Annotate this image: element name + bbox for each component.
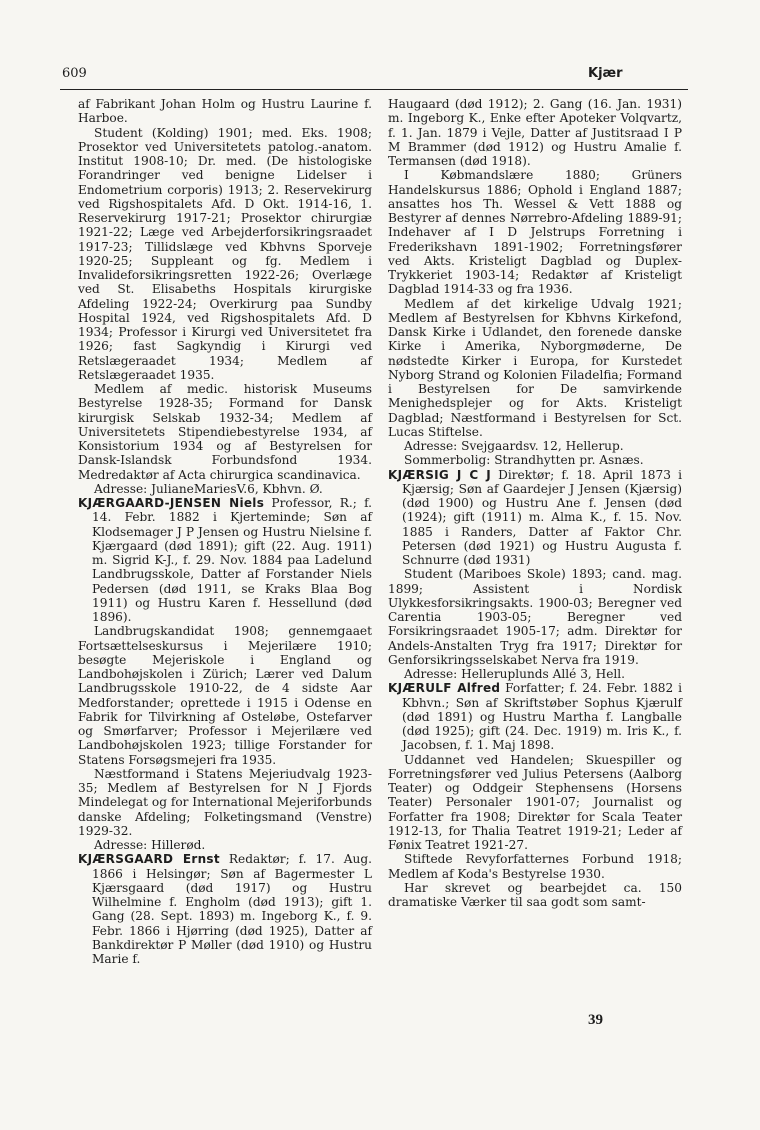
entry-paragraph: I Købmandslære 1880; Grüners Handelskursus 1886; Ophold i England 1887; ansattes hos Th. Wessel & Vett 1888 og Bestyrer af dennes Nørrebro-Afdeling 1889-91; Indehaver af I D Jelstrups Forretning i Frederikshavn 1891-1902; Forretningsfører ved Akts. Kristeligt Dagblad og Duplex-Trykkeriet 1903-14; Redaktør af Kristeligt Dagblad 1914-33 og fra 1936. bbox=[388, 168, 682, 297]
entry-name: KJÆRSIG J C J bbox=[388, 467, 491, 482]
entry-paragraph: Landbrugskandidat 1908; gennemgaaet Fortsættelseskursus i Mejerilære 1910; besøgte Mejeriskole i England og Landbohøjskolen i Zürich; Lærer ved Dalum Landbrugsskole 1910-22, de 4 sidste Aar Medforstander; oprettede i 1915 i Odense en Fabrik for Tilvirkning af Osteløbe, Ostefarver og Smørfarver; Professor i Mejerilære ved Landbohøjskolen 1923; tillige Forstander for Statens Forsøgsmejeri fra 1935. bbox=[78, 624, 372, 767]
running-head: Kjær bbox=[588, 66, 623, 81]
entry-text: Direktør; f. 18. April 1873 i Kjærsig; Søn af Gaardejer J Jensen (Kjærsig) (død 1900) og Hustru Ane f. Jensen (død (1924); gift (1911) m. Alma K., f. 15. Nov. 1885 i Randers, Datter af Faktor Chr. Petersen (død 1921) og Hustru Augusta f. Schnurre (død 1931) bbox=[402, 467, 682, 567]
address-line: Sommerbolig: Strandhytten pr. Asnæs. bbox=[404, 453, 644, 468]
entry-paragraph: Student (Kolding) 1901; med. Eks. 1908; Prosektor ved Universitetets patolog.-anatom. Institut 1908-10; Dr. med. (De histologiske Forandringer ved benigne Lidelser i Endometrium corporis) 1913; 2. Reservekirurg ved Rigshospitalets Afd. D Okt. 1914-16, 1. Reservekirurg 1917-21; Prosektor chirurgiæ 1921-22; Læge ved Arbejderforsikringsraadet 1917-23; Tillidslæge ved Kbhvns Sporveje 1920-25; Suppleant og fg. Medlem i Invalideforsikringsretten 1922-26; Overlæge ved St. Elisabeths Hospitals kirurgiske Afdeling 1922-24; Overkirurg paa Sundby Hospital 1924, ved Rigshospitalets Afd. D 1934; Professor i Kirurgi ved Universitetet fra 1926; fast Sagkyndig i Kirurgi ved Retslægeraadet 1934; Medlem af Retslægeraadet 1935. bbox=[78, 125, 372, 382]
entry-text: Forfatter; f. 24. Febr. 1882 i Kbhvn.; Søn af Skriftstøber Sophus Kjærulf (død 1891) og Hustru Martha f. Langballe (død 1925); gift (24. Dec. 1919) m. Iris K., f. Jacobsen, f. 1. Maj 1898. bbox=[402, 681, 682, 753]
page-folio: 39 bbox=[588, 1012, 603, 1028]
biography-entry bbox=[78, 496, 372, 624]
address-line: Adresse: JulianeMariesV.6, Kbhvn. Ø. bbox=[94, 481, 323, 496]
entry-paragraph: Student (Mariboes Skole) 1893; cand. mag. 1899; Assistent i Nordisk Ulykkesforsikringsakts. 1900-03; Beregner ved Carentia 1903-05; Beregner ved Forsikringsraadet 1905-17; adm. Direktør for Andels-Anstalten Tryg fra 1917; Direktør for Genforsikringsselskabet Nerva fra 1919. bbox=[388, 567, 682, 667]
entry-name: KJÆRULF Alfred bbox=[388, 681, 501, 696]
biography-entry bbox=[78, 852, 372, 966]
entry-name: KJÆRGAARD-JENSEN Niels bbox=[78, 496, 265, 510]
address-line: Adresse: Svejgaardsv. 12, Hellerup. bbox=[404, 439, 624, 453]
entry-paragraph: af Fabrikant Johan Holm og Hustru Laurine f. Harboe. bbox=[78, 97, 372, 126]
entry-paragraph: Uddannet ved Handelen; Skuespiller og Forretningsfører ved Julius Petersens (Aalborg Teater) og Oddgeir Stephensens (Horsens Teater) Personaler 1901-07; Journalist og Forfatter fra 1908; Direktør for Scala Teater 1912-13, for Thalia Teatret 1919-21; Leder af Fønix Teatret 1921-27. bbox=[388, 752, 682, 852]
entry-name: KJÆRSGAARD Ernst bbox=[78, 852, 220, 867]
entry-paragraph: Haugaard (død 1912); 2. Gang (16. Jan. 1931) m. Ingeborg K., Enke efter Apoteker Volqvartz, f. 1. Jan. 1879 i Vejle, Datter af Justitsraad I P M Brammer (død 1912) og Hustru Amalie f. Termansen (død 1918). bbox=[388, 97, 682, 168]
entry-paragraph: Medlem af medic. historisk Museums Bestyrelse 1928-35; Formand for Dansk kirurgisk Selskab 1932-34; Medlem af Universitetets Stipendiebestyrelse 1934, af Konsistorium 1934 og af Bestyrelsen for Dansk-Islandsk Forbundsfond 1934. Medredaktør af Acta chirurgica scandinavica. bbox=[78, 382, 372, 482]
entry-paragraph: Medlem af det kirkelige Udvalg 1921; Medlem af Bestyrelsen for Kbhvns Kirkefond, Dansk Kirke i Udlandet, den forenede danske Kirke i Amerika, Nyborgmøderne, De nødstedte Kirker i Europa, for Kurstedet Nyborg Strand og Kolonien Filadelfia; Formand i Bestyrelsen for De samvirkende Menighedsplejer og for Akts. Kristeligt Dagblad; Næstformand i Bestyrelsen for Sct. Lucas Stiftelse. bbox=[388, 296, 682, 439]
biography-entry bbox=[388, 681, 682, 752]
entry-text: Redaktør; f. 17. Aug. 1866 i Helsingør; Søn af Bagermester L Kjærsgaard (død 1917) og Hustru Wilhelmine f. Engholm (død 1913); gift 1. Gang (28. Sept. 1893) m. Ingeborg K., f. 9. Febr. 1866 i Hjørring (død 1925), Datter af Bankdirektør P Møller (død 1910) og Hustru Marie f. bbox=[92, 852, 373, 966]
address-line: Adresse: Helleruplunds Allé 3, Hell. bbox=[404, 667, 626, 681]
entry-paragraph: Stiftede Revyforfatternes Forbund 1918; Medlem af Koda's Bestyrelse 1930. bbox=[388, 852, 682, 881]
entry-paragraph: Næstformand i Statens Mejeriudvalg 1923-35; Medlem af Bestyrelsen for N J Fjords Mindelegat og for International Mejeriforbunds danske Afdeling; Folketingsmand (Venstre) 1929-32. bbox=[78, 766, 372, 838]
address-line: Adresse: Hillerød. bbox=[94, 838, 206, 852]
page-number: 609 bbox=[62, 66, 87, 81]
biography-entry bbox=[388, 468, 682, 568]
right-column bbox=[388, 97, 682, 909]
entry-text: Professor, R.; f. 14. Febr. 1882 i Kjerteminde; Søn af Klodsemager J P Jensen og Hustru Nielsine f. Kjærgaard (død 1891); gift (22. Aug. 1911) m. Sigrid K-J., f. 29. Nov. 1884 paa Ladelund Landbrugsskole, Datter af Forstander Niels Pedersen (død 1911, se Kraks Blaa Bog 1911) og Hustru Karen f. Hessellund (død 1896). bbox=[92, 496, 372, 624]
header-rule bbox=[60, 89, 688, 90]
entry-paragraph: Har skrevet og bearbejdet ca. 150 dramatiske Værker til saa godt som samt- bbox=[388, 880, 682, 909]
left-column bbox=[78, 97, 372, 966]
